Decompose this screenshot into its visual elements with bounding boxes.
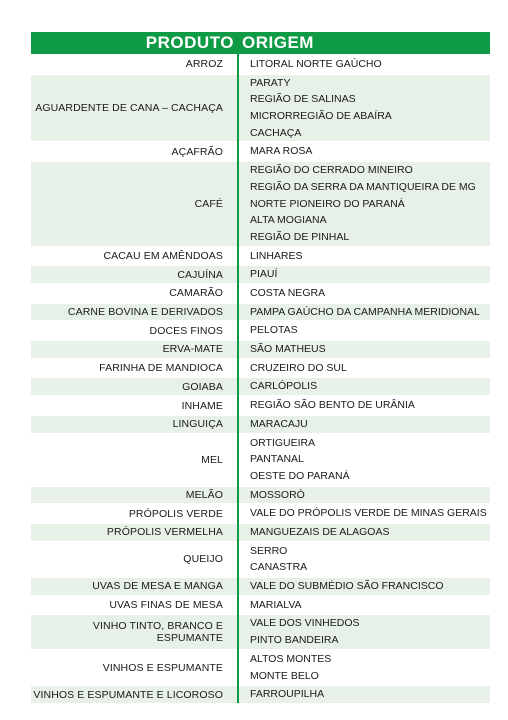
origem-cell <box>237 143 490 160</box>
origem-cell <box>237 435 490 485</box>
table-row <box>31 246 490 265</box>
produto-cell: PRÓPOLIS VERMELHA <box>106 526 223 539</box>
origem-item: REGIÃO DE PINHAL <box>250 230 350 243</box>
origem-item: PINTO BANDEIRA <box>250 634 339 647</box>
produto-cell: AÇAFRÃO <box>171 145 223 158</box>
origem-item: MARIALVA <box>250 598 302 611</box>
table-row <box>31 141 490 160</box>
origem-cell <box>237 597 490 614</box>
origem-cell <box>237 651 490 684</box>
produto-cell: AGUARDENTE DE CANA – CACHAÇA <box>35 102 223 115</box>
origem-cell <box>237 487 490 504</box>
origem-cell <box>237 378 490 395</box>
origem-cell <box>237 686 490 703</box>
origem-item: SÃO MATHEUS <box>250 343 326 356</box>
origem-item: MICRORREGIÃO DE ABAÍRA <box>250 110 392 123</box>
table-row <box>31 283 490 302</box>
table-row <box>31 264 490 283</box>
table-row <box>31 54 490 73</box>
table-row <box>31 522 490 541</box>
origem-item: CRUZEIRO DO SUL <box>250 361 347 374</box>
table-row <box>31 414 490 433</box>
column-divider <box>237 54 239 703</box>
produto-cell: CARNE BOVINA E DERIVADOS <box>67 306 223 319</box>
produto-cell: GOIABA <box>182 380 223 393</box>
origem-item: SERRO <box>250 544 288 557</box>
produto-cell: LINGUIÇA <box>172 418 223 431</box>
origem-item: NORTE PIONEIRO DO PARANÁ <box>250 197 405 210</box>
origem-item: CARLÓPOLIS <box>250 380 318 393</box>
table-row <box>31 339 490 358</box>
origem-cell <box>237 341 490 358</box>
origem-item: PARATY <box>250 76 291 89</box>
origem-item: REGIÃO DO CERRADO MINEIRO <box>250 164 413 177</box>
table-row <box>31 503 490 522</box>
origem-item: COSTA NEGRA <box>250 287 326 300</box>
origem-item: ALTOS MONTES <box>250 652 332 665</box>
origem-item: REGIÃO SÃO BENTO DE URÂNIA <box>250 399 415 412</box>
origem-item: ORTIGUEIRA <box>250 436 316 449</box>
origem-item: LITORAL NORTE GAÚCHO <box>250 58 382 70</box>
table-row <box>31 433 490 485</box>
origem-cell <box>237 615 490 648</box>
origem-item: MONTE BELO <box>250 669 319 682</box>
origem-item: ALTA MOGIANA <box>250 214 327 227</box>
table-row <box>31 485 490 504</box>
origem-item: VALE DO SUBMÉDIO SÃO FRANCISCO <box>250 580 444 593</box>
origem-item: MARA ROSA <box>250 145 313 158</box>
table-row <box>31 541 490 576</box>
produto-cell: MELÃO <box>185 488 223 501</box>
table-row <box>31 160 490 246</box>
produto-cell: ERVA-MATE <box>162 343 223 356</box>
produto-cell: FARINHA DE MANDIOCA <box>99 362 223 375</box>
table-row <box>31 613 490 648</box>
origem-item: LINHARES <box>250 249 303 262</box>
origem-cell <box>237 304 490 321</box>
produto-cell: VINHOS E ESPUMANTE E LICOROSO <box>33 688 223 701</box>
origem-cell <box>237 524 490 541</box>
table-row <box>31 684 490 703</box>
produto-cell: INHAME <box>181 399 223 412</box>
table-row <box>31 576 490 595</box>
origem-item: MOSSORÓ <box>250 488 305 501</box>
origem-item: PELOTAS <box>250 324 298 337</box>
origem-item: OESTE DO PARANÁ <box>250 469 350 482</box>
table-row <box>31 320 490 339</box>
origem-cell <box>237 397 490 414</box>
origem-cell <box>237 248 490 265</box>
origem-item: VALE DOS VINHEDOS <box>250 617 360 630</box>
produto-cell: PRÓPOLIS VERDE <box>128 507 223 520</box>
produto-cell: VINHO TINTO, BRANCO E ESPUMANTE <box>92 620 223 645</box>
table-row <box>31 73 490 142</box>
table-header <box>31 32 490 54</box>
origem-cell <box>237 162 490 246</box>
table-row <box>31 376 490 395</box>
origem-item: PAMPA GAÚCHO DA CAMPANHA MERIDIONAL <box>250 305 480 318</box>
origem-cell <box>237 360 490 377</box>
produto-cell: CAJUÍNA <box>177 268 223 281</box>
table-row <box>31 302 490 321</box>
origem-cell <box>237 56 490 73</box>
origem-item: REGIÃO DA SERRA DA MANTIQUEIRA DE MG <box>250 180 476 193</box>
origem-item: REGIÃO DE SALINAS <box>250 93 356 106</box>
origem-item: MARACAJU <box>250 417 308 430</box>
produto-cell: UVAS DE MESA E MANGA <box>92 580 223 593</box>
origem-cell <box>237 543 490 576</box>
origem-item: CANASTRA <box>250 561 308 574</box>
origem-cell <box>237 505 490 522</box>
origem-cell <box>237 75 490 142</box>
produto-cell: DOCES FINOS <box>149 324 223 337</box>
produto-cell: CACAU EM AMÊNDOAS <box>103 250 223 263</box>
produto-cell: CAFÉ <box>194 197 223 210</box>
header-produto: PRODUTO <box>145 33 234 52</box>
produto-cell: MEL <box>201 453 223 466</box>
produto-cell: QUEIJO <box>183 553 223 566</box>
produto-cell: CAMARÃO <box>169 287 223 300</box>
origem-item: CACHAÇA <box>250 126 302 139</box>
origem-cell <box>237 416 490 433</box>
produto-cell: VINHOS E ESPUMANTE <box>102 661 223 674</box>
origem-item: VALE DO PRÓPOLIS VERDE DE MINAS GERAIS <box>250 507 487 520</box>
origem-cell <box>237 285 490 302</box>
produto-cell: UVAS FINAS DE MESA <box>109 599 223 612</box>
origem-item: MANGUEZAIS DE ALAGOAS <box>250 526 390 539</box>
table-body <box>31 54 490 703</box>
table-row <box>31 649 490 684</box>
origem-item: FARROUPILHA <box>250 688 325 701</box>
header-origem: ORIGEM <box>242 33 314 52</box>
origem-cell <box>237 322 490 339</box>
origem-item: PANTANAL <box>250 453 304 466</box>
produto-cell: ARROZ <box>185 58 223 71</box>
origem-item: PIAUÍ <box>250 268 278 281</box>
table-row <box>31 358 490 377</box>
origem-cell <box>237 578 490 595</box>
origem-cell <box>237 266 490 283</box>
table-row <box>31 595 490 614</box>
table-row <box>31 395 490 414</box>
products-origin-table <box>31 32 490 703</box>
